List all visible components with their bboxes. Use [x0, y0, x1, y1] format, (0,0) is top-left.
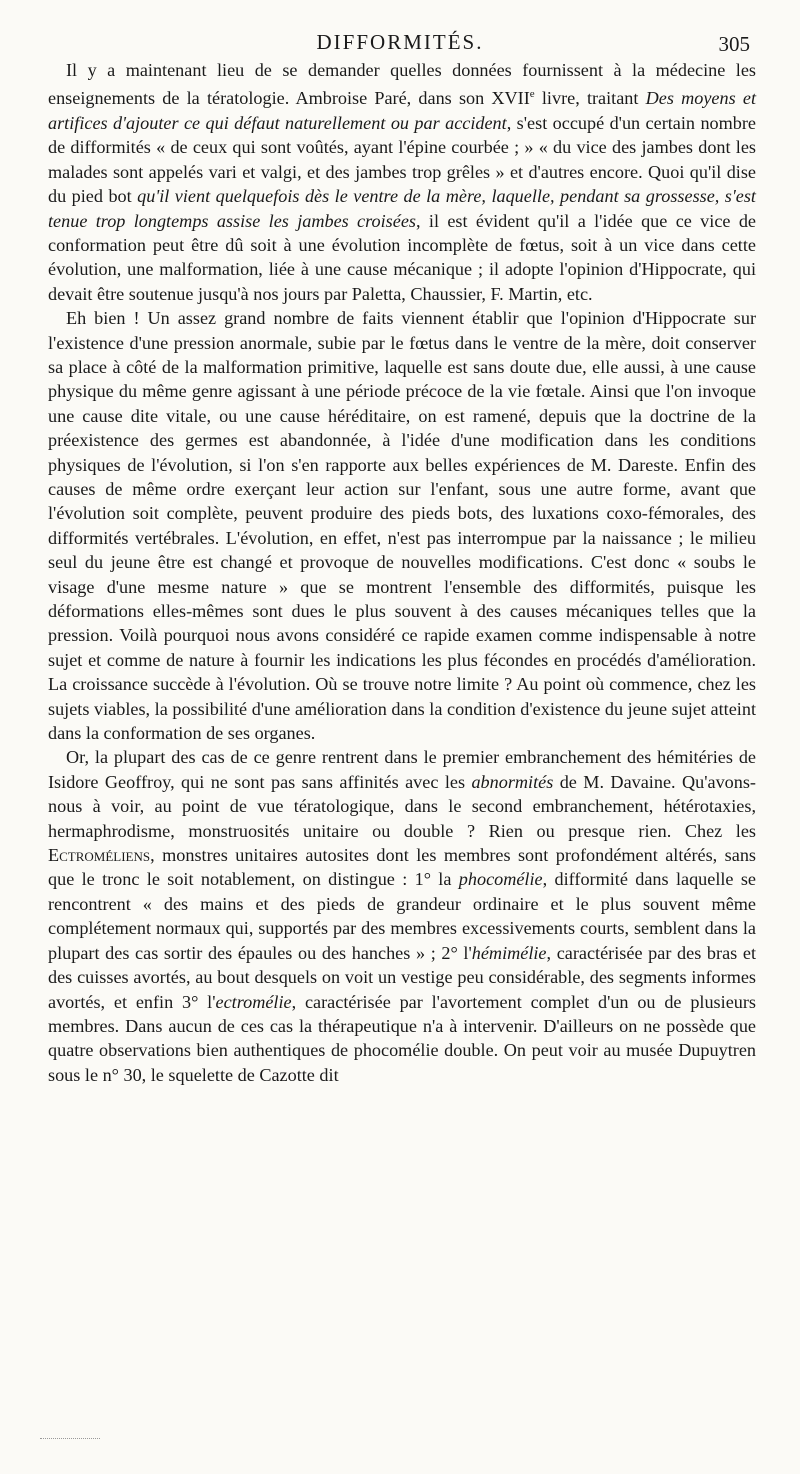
text-run: , s'est occupé d'un certain nombre de difformités « de ceux qui sont voûtés, ayant l'épine courbée ; » « du vice des jambes dont les malades sont appelés vari et valgi, et des jambes trop grêles » et d'autres encore. Quoi qu'il dise du pied bot [48, 112, 756, 207]
text-run: hémimélie [471, 942, 547, 963]
text-run: qu'il vient quelquefois dès le ventre de la mère, laquelle, pendant sa grossesse, s'est tenue trop longtemps assise les jambes croisées [48, 186, 756, 231]
text-run: ectromélie [215, 991, 292, 1012]
text-run: , difformité dans laquelle se rencontrent « des mains et des pieds de grandeur ordinaire et le plus souvent même complétement normaux qui, supportés par des membres excessivements courts, semblent dans la plupart des cas sortir des épaules ou des hanches » ; 2° l' [48, 869, 756, 963]
text-run: e [529, 88, 535, 101]
text-run: phocomélie [458, 869, 543, 890]
text-run: Il y a maintenant lieu de se demander quelles données fournissent à la médecine les enseignements de la tératologie. Ambroise Paré, dans son XVII [48, 60, 756, 109]
text-run: , il est évident qu'il a l'idée que ce vice de conformation peut être dû soit à une évolution incomplète de fœtus, soit à un vice dans cette évolution, une malformation, liée à une cause mécanique ; il adopte l'opinion d'Hippocrate, qui devait être soutenue jusqu'à nos jours par Paletta, Chaussier, F. Martin, etc. [48, 210, 756, 304]
running-head: DIFFORMITÉS. [316, 30, 484, 54]
text-run: de M. Davaine. Qu'avons-nous à voir, au point de vue tératologique, dans le second embranchement, hétérotaxies, hermaphrodisme, monstruosités unitaire ou double ? Rien ou presque rien. Chez les [48, 771, 756, 841]
paragraph-2 [48, 306, 756, 745]
text-run: , monstres unitaires autosites dont les membres sont profondément altérés, sans que le tronc le soit notablement, on distingue : 1° la [48, 845, 756, 890]
text-run: Eh bien ! Un assez grand nombre de faits viennent établir que l'opinion d'Hippocrate sur l'existence d'une pression anormale, subie par le fœtus dans le ventre de la mère, doit conserver sa place à côté de la malformation primitive, laquelle est sans doute due, elle aussi, à une cause physique du même genre agissant à une période précoce de la vie fœtale. Ainsi que l'on invoque une cause dite vitale, ou une cause héréditaire, on est ramené, depuis que la doctrine de la préexistence des germes est abandonnée, à l'idée d'une modification dans les conditions physiques de l'évolution, si l'on s'en rapporte aux belles expériences de M. Dareste. Enfin des causes de même ordre exerçant leur action sur l'enfant, sous une autre forme, avant que l'évolution soit complète, peuvent produire des pieds bots, des luxations coxo-fémorales, des difformités vertébrales. L'évolution, en effet, n'est pas interrompue par la naissance ; le milieu seul du jeune être est changé et provoque de nouvelles modifications. C'est donc « soubs le visage d'une mesme nature » que se montrent l'ensemble des difformités, puisque les déformations elles-mêmes sont dues le plus souvent à des causes mécaniques telles que la pression. Voilà pourquoi nous avons considéré ce rapide examen comme indispensable à notre sujet et comme de nature à fournir les indications les plus fécondes en procédés d'amélioration. La croissance succède à l'évolution. Où se trouve notre limite ? Au point où commence, chez les sujets viables, la possibilité d'une amélioration dans la condition d'existence du jeune sujet atteint dans la conformation de ses organes. [48, 308, 756, 744]
paragraph-1 [48, 58, 756, 306]
text-run: Or, la plupart des cas de ce genre rentrent dans le premier embranchement des hémitéries de Isidore Geoffroy, qui ne sont pas sans affinités avec les [48, 747, 756, 792]
paragraph-3 [48, 745, 756, 1087]
footer-rule [40, 1438, 100, 1440]
text-run: Ectroméliens [48, 845, 151, 866]
page-header [40, 26, 760, 60]
text-run: livre, traitant [534, 88, 646, 109]
text-run: abnormités [471, 771, 554, 792]
body-text [48, 58, 756, 1087]
text-run: Des moyens et artifices d'ajouter ce qui défaut naturellement ou par accident [48, 88, 756, 133]
text-run: , caractérisée par l'avortement complet d'un ou de plusieurs membres. Dans aucun de ces cas la thérapeutique n'a à intervenir. D'ailleurs on ne possède que quatre observations bien authentiques de phocomélie double. On peut voir au musée Dupuytren sous le n° 30, le squelette de Cazotte dit [48, 991, 756, 1085]
text-run: , caractérisée par des bras et des cuisses avortés, au bout desquels on voit un vestige peu considérable, des segments informes avortés, et enfin 3° l' [48, 942, 756, 1012]
page-number: 305 [718, 32, 750, 56]
